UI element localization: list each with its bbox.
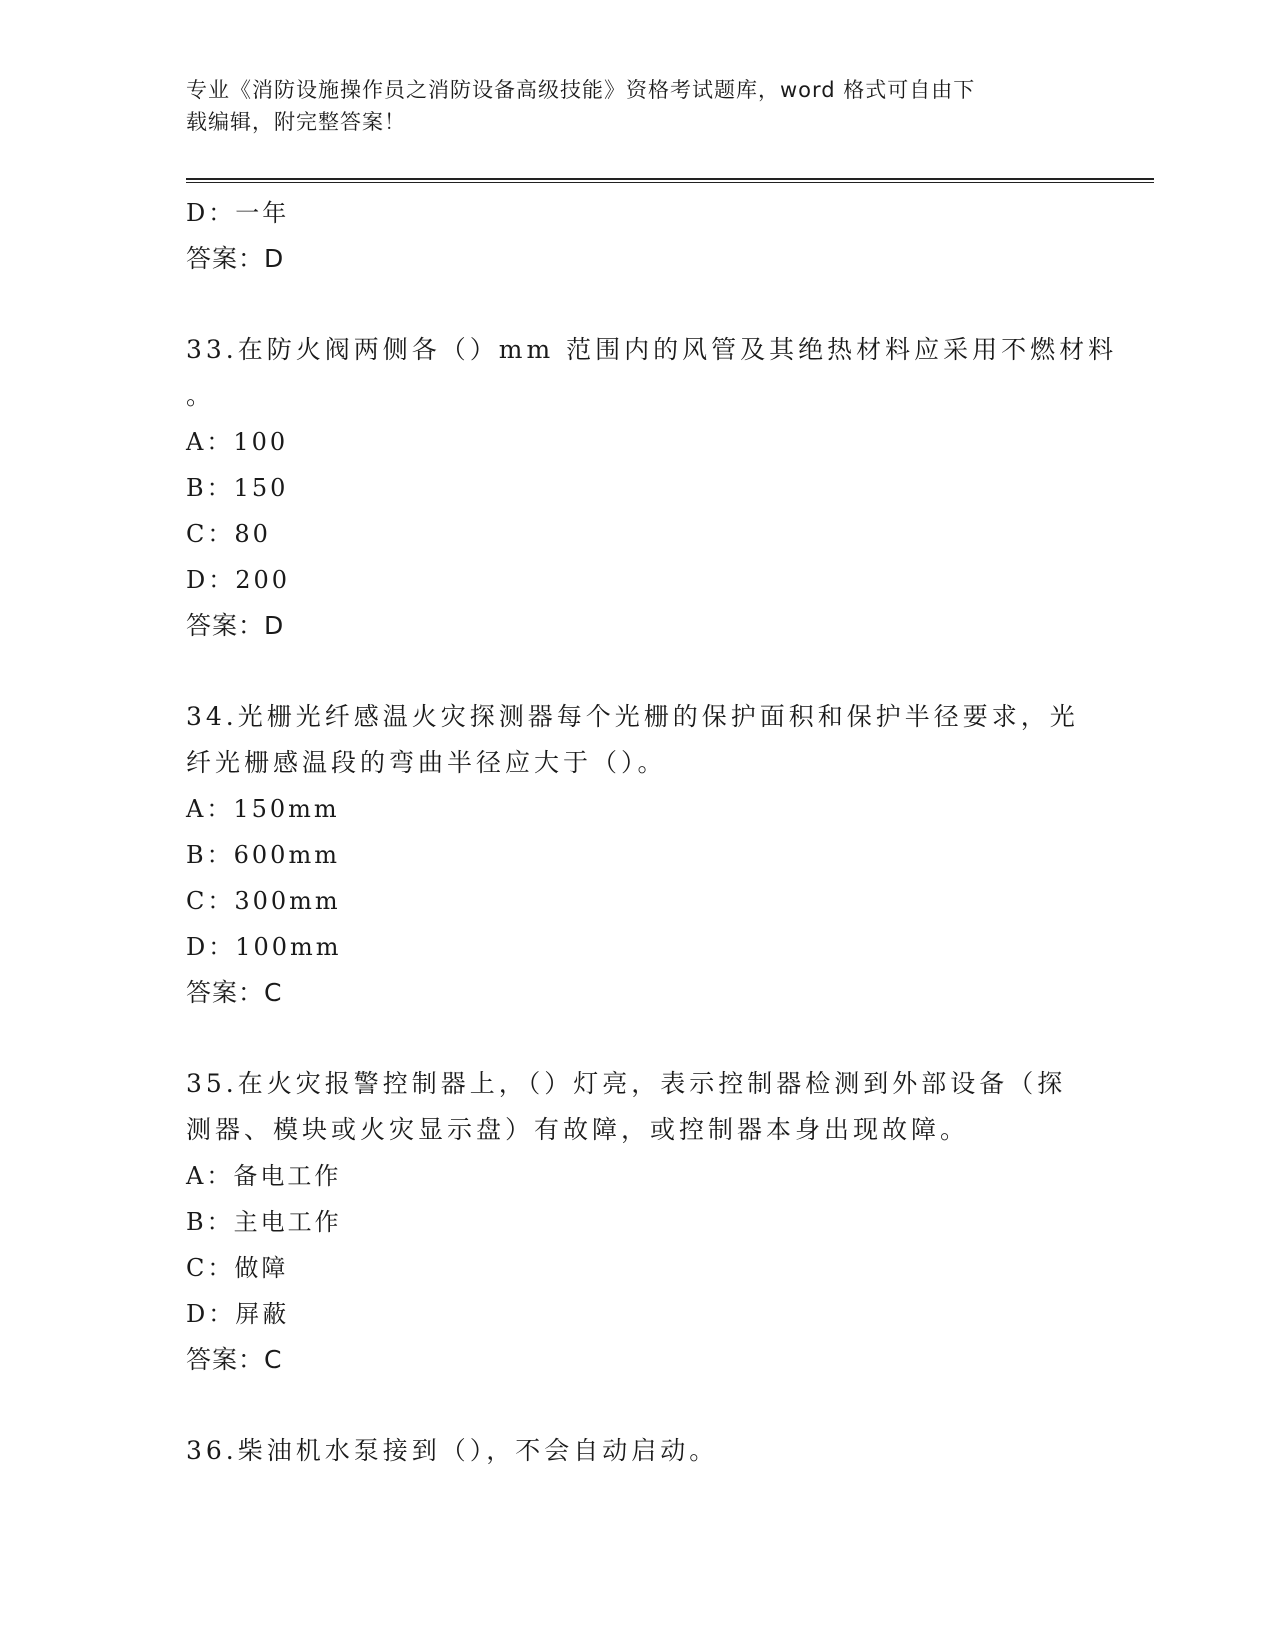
- answer-line: 答案：D: [186, 244, 285, 273]
- header-divider-thick: [186, 178, 1154, 180]
- header-line-2: 载编辑，附完整答案！: [186, 110, 406, 134]
- question-33-stem-cont: 。: [186, 381, 216, 410]
- header-divider-thin: [186, 182, 1154, 183]
- option-c: C：300mm: [186, 887, 341, 915]
- option-d: D：100mm: [186, 933, 342, 961]
- option-a: A：150mm: [186, 795, 340, 823]
- option-d: D：一年: [186, 199, 290, 227]
- question-34-stem-cont: 纤光栅感温段的弯曲半径应大于（）。: [186, 748, 667, 777]
- answer-line: 答案：D: [186, 611, 285, 640]
- answer-line: 答案：C: [186, 978, 283, 1007]
- option-b: B：主电工作: [186, 1208, 342, 1236]
- question-list: [186, 190, 1118, 1474]
- option-b: B：600mm: [186, 841, 340, 869]
- option-c: C：做障: [186, 1254, 289, 1282]
- document-header: [186, 74, 1086, 138]
- question-33-stem: 33.在防火阀两侧各（）mm 范围内的风管及其绝热材料应采用不燃材料: [186, 335, 1118, 364]
- question-35-stem-cont: 测器、模块或火灾显示盘）有故障，或控制器本身出现故障。: [186, 1115, 970, 1144]
- option-a: A：100: [186, 428, 289, 456]
- option-c: C：80: [186, 520, 271, 548]
- option-d: D：200: [186, 566, 291, 594]
- header-line-1: 专业《消防设施操作员之消防设备高级技能》资格考试题库，word 格式可自由下: [186, 78, 976, 102]
- question-36-stem: 36.柴油机水泵接到（），不会自动启动。: [186, 1436, 719, 1465]
- option-a: A：备电工作: [186, 1162, 342, 1190]
- option-d: D：屏蔽: [186, 1300, 290, 1328]
- answer-line: 答案：C: [186, 1345, 283, 1374]
- question-34-stem: 34.光栅光纤感温火灾探测器每个光栅的保护面积和保护半径要求，光: [186, 702, 1079, 731]
- option-b: B：150: [186, 474, 289, 502]
- question-35-stem: 35.在火灾报警控制器上，（）灯亮，表示控制器检测到外部设备（探: [186, 1069, 1067, 1098]
